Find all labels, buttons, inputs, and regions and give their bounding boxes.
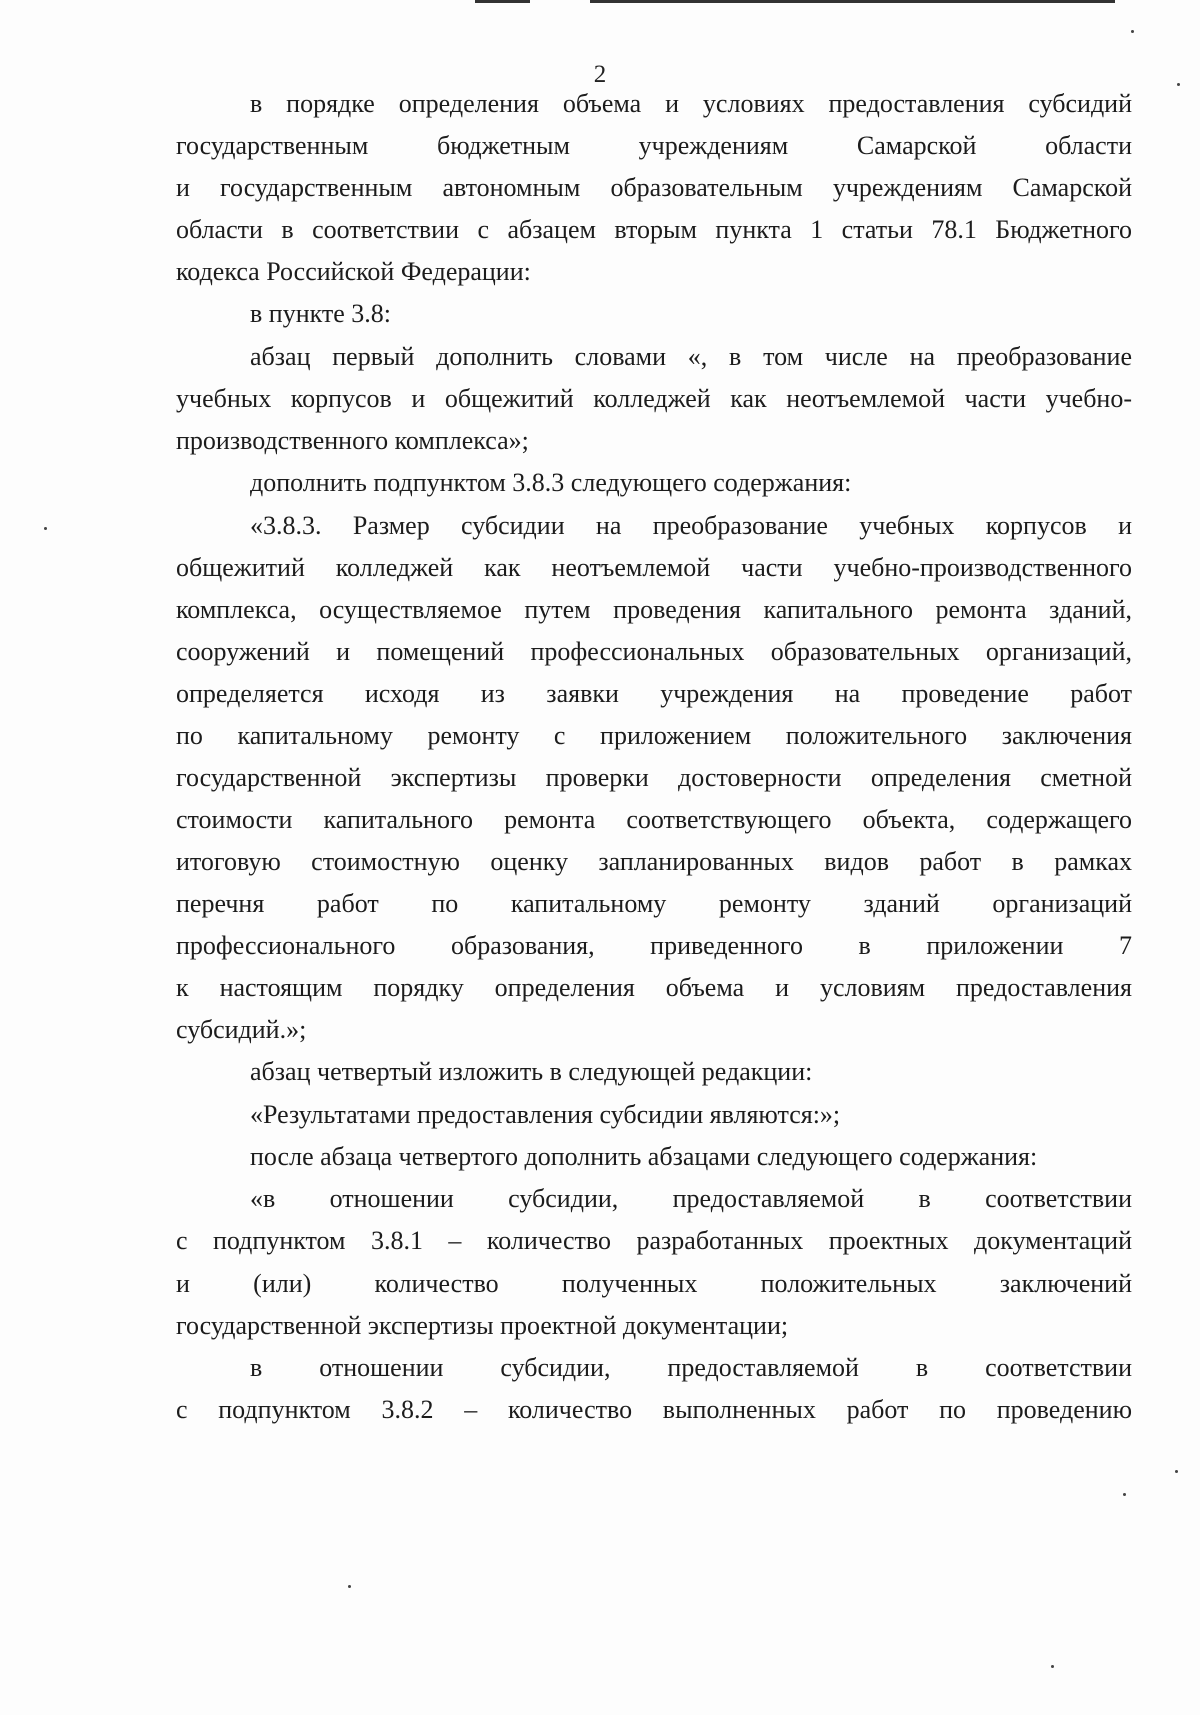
text-line: абзац четвертый изложить в следующей редакции: xyxy=(250,1057,813,1086)
text-line: комплекса, осуществляемое путем проведения капитального ремонта зданий, xyxy=(176,595,1132,624)
text-line: «3.8.3. Размер субсидии на преобразование учебных корпусов и xyxy=(250,511,1132,540)
text-line: к настоящим порядку определения объема и условиям предоставления xyxy=(176,973,1132,1002)
text-line: в порядке определения объема и условиях предоставления субсидий xyxy=(250,89,1132,118)
scan-speck xyxy=(1177,83,1180,86)
text-line: определяется исходя из заявки учреждения на проведение работ xyxy=(176,679,1132,708)
text-line: общежитий колледжей как неотъемлемой части учебно-производственного xyxy=(176,553,1132,582)
text-line: субсидий.»; xyxy=(176,1015,307,1044)
text-line: с подпунктом 3.8.1 – количество разработанных проектных документаций xyxy=(176,1226,1132,1255)
scan-speck xyxy=(44,527,47,530)
text-line: итоговую стоимостную оценку запланированных видов работ в рамках xyxy=(176,847,1132,876)
text-line: по капитальному ремонту с приложением положительного заключения xyxy=(176,721,1132,750)
scan-speck xyxy=(1051,1665,1054,1668)
text-line: государственной экспертизы проектной документации; xyxy=(176,1311,789,1340)
text-line: государственной экспертизы проверки достоверности определения сметной xyxy=(176,763,1132,792)
text-line: стоимости капитального ремонта соответствующего объекта, содержащего xyxy=(176,805,1132,834)
text-line: «в отношении субсидии, предоставляемой в соответствии xyxy=(250,1184,1132,1213)
scan-top-rule-gap xyxy=(530,0,590,3)
text-line: сооружений и помещений профессиональных образовательных организаций, xyxy=(176,637,1132,666)
scan-speck xyxy=(348,1585,351,1588)
text-line: государственным бюджетным учреждениям Самарской области xyxy=(176,131,1132,160)
text-line: и государственным автономным образовательным учреждениям Самарской xyxy=(176,173,1132,202)
text-line: дополнить подпунктом 3.8.3 следующего содержания: xyxy=(250,468,852,497)
text-line: «Результатами предоставления субсидии являются:»; xyxy=(250,1100,841,1129)
text-line: производственного комплекса»; xyxy=(176,426,529,455)
text-line: абзац первый дополнить словами «, в том числе на преобразование xyxy=(250,342,1132,371)
text-line: с подпунктом 3.8.2 – количество выполненных работ по проведению xyxy=(176,1395,1132,1424)
text-line: перечня работ по капитальному ремонту зданий организаций xyxy=(176,889,1132,918)
text-line: учебных корпусов и общежитий колледжей как неотъемлемой части учебно- xyxy=(176,384,1132,413)
text-line: в пункте 3.8: xyxy=(250,299,392,328)
text-line: кодекса Российской Федерации: xyxy=(176,257,531,286)
scan-speck xyxy=(1123,1493,1126,1496)
text-line: после абзаца четвертого дополнить абзацами следующего содержания: xyxy=(250,1142,1038,1171)
text-line: в отношении субсидии, предоставляемой в соответствии xyxy=(250,1353,1132,1382)
text-line: области в соответствии с абзацем вторым пункта 1 статьи 78.1 Бюджетного xyxy=(176,215,1132,244)
text-line: профессионального образования, приведенного в приложении 7 xyxy=(176,931,1132,960)
page-number: 2 xyxy=(593,61,607,88)
scan-speck xyxy=(1175,1470,1178,1473)
text-line: и (или) количество полученных положительных заключений xyxy=(176,1269,1132,1298)
scan-speck xyxy=(1131,30,1134,33)
